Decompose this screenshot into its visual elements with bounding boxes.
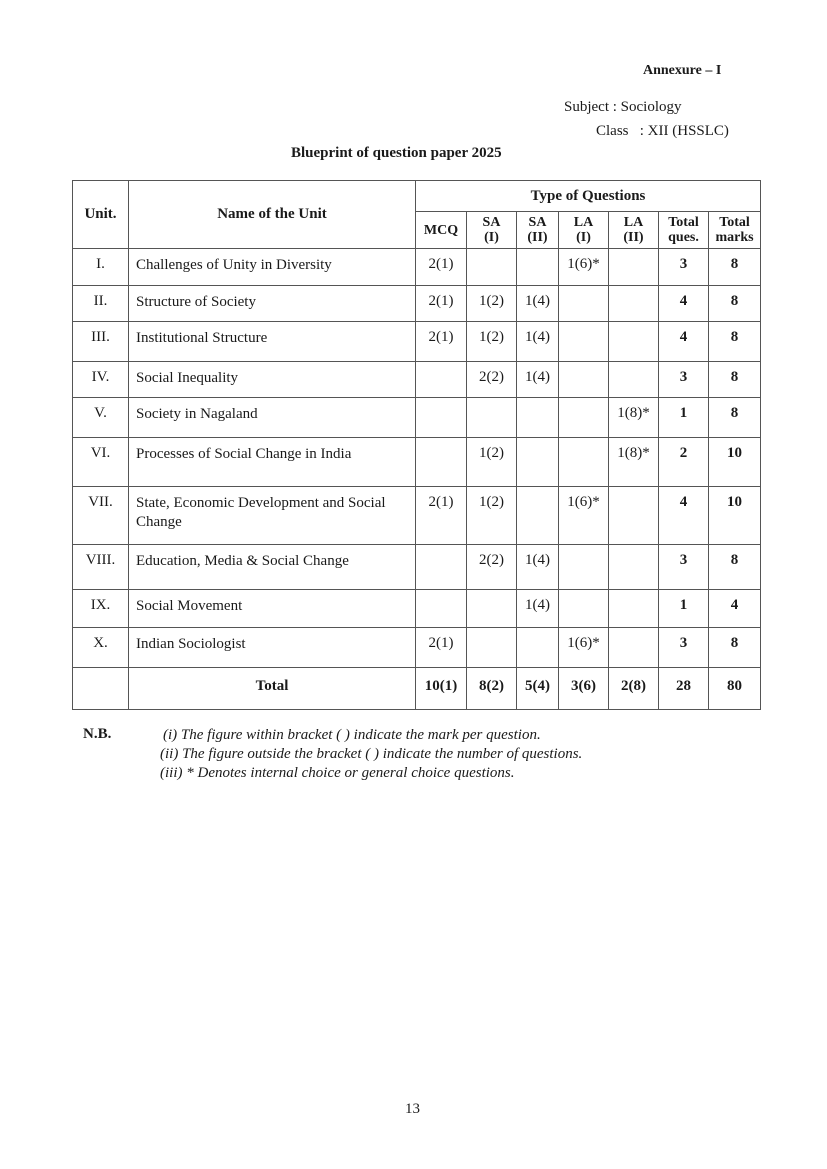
total-label-cell: Total	[129, 668, 416, 710]
subheader-line: SA	[482, 215, 501, 230]
value-cell	[609, 322, 659, 362]
subheader-cell	[467, 212, 517, 249]
value-cell: 2	[659, 438, 709, 487]
empty-cell	[73, 668, 129, 710]
value-cell: 1(2)	[467, 286, 517, 322]
nb-label: N.B.	[83, 726, 112, 742]
subject-label: Subject :	[564, 99, 617, 115]
unit-name-cell: Social Inequality	[129, 362, 416, 398]
value-cell	[559, 438, 609, 487]
unit-number-cell: X.	[73, 628, 129, 668]
value-cell	[559, 545, 609, 590]
unit-number-cell: III.	[73, 322, 129, 362]
value-cell	[517, 628, 559, 668]
value-cell: 1(2)	[467, 438, 517, 487]
class-line	[596, 123, 729, 140]
unit-number-cell: VII.	[73, 487, 129, 545]
value-cell	[559, 322, 609, 362]
subheader-line: LA	[573, 215, 594, 230]
subheader-line: LA	[623, 215, 644, 230]
table-body	[73, 249, 761, 710]
value-cell: 10	[709, 438, 761, 487]
unit-name-cell: State, Economic Development and Social Change	[129, 487, 416, 545]
value-cell	[467, 590, 517, 628]
subheader-cell	[559, 212, 609, 249]
unit-name-cell: Structure of Society	[129, 286, 416, 322]
unit-number-cell: VIII.	[73, 545, 129, 590]
subheader-line: ques.	[668, 230, 699, 245]
total-value-cell: 28	[659, 668, 709, 710]
value-cell	[517, 249, 559, 286]
total-value-cell: 10(1)	[416, 668, 467, 710]
value-cell	[559, 398, 609, 438]
page-title: Blueprint of question paper 2025	[291, 145, 502, 161]
note-item: (iii) * Denotes internal choice or general choice questions.	[160, 765, 515, 781]
table-row	[73, 487, 761, 545]
header-unit-name: Name of the Unit	[129, 181, 416, 249]
table-row	[73, 545, 761, 590]
value-cell: 4	[709, 590, 761, 628]
total-value-cell: 8(2)	[467, 668, 517, 710]
value-cell	[467, 398, 517, 438]
subheader-line: marks	[715, 230, 754, 245]
blueprint-table	[72, 180, 761, 710]
total-value-cell: 5(4)	[517, 668, 559, 710]
value-cell: 2(2)	[467, 362, 517, 398]
value-cell: 1(4)	[517, 545, 559, 590]
value-cell: 8	[709, 362, 761, 398]
value-cell	[517, 487, 559, 545]
subheader-cell	[517, 212, 559, 249]
value-cell: 10	[709, 487, 761, 545]
value-cell	[609, 249, 659, 286]
value-cell: 1	[659, 590, 709, 628]
subheader-line: SA	[528, 215, 547, 230]
value-cell: 2(1)	[416, 249, 467, 286]
subheader-line: (II)	[623, 230, 644, 245]
subheader-cell	[709, 212, 761, 249]
value-cell	[609, 628, 659, 668]
value-cell	[609, 545, 659, 590]
value-cell	[517, 438, 559, 487]
subheader-cell	[609, 212, 659, 249]
total-value-cell: 3(6)	[559, 668, 609, 710]
value-cell: 2(1)	[416, 286, 467, 322]
value-cell: 1	[659, 398, 709, 438]
unit-name-cell: Society in Nagaland	[129, 398, 416, 438]
table-row	[73, 362, 761, 398]
value-cell: 2(2)	[467, 545, 517, 590]
value-cell	[559, 286, 609, 322]
subject-line	[564, 99, 682, 116]
value-cell: 1(8)*	[609, 398, 659, 438]
value-cell	[609, 286, 659, 322]
table-row	[73, 249, 761, 286]
value-cell: 4	[659, 487, 709, 545]
value-cell: 1(8)*	[609, 438, 659, 487]
value-cell: 1(4)	[517, 286, 559, 322]
value-cell	[467, 249, 517, 286]
value-cell	[559, 362, 609, 398]
unit-name-cell: Institutional Structure	[129, 322, 416, 362]
unit-number-cell: IV.	[73, 362, 129, 398]
class-value: : XII (HSSLC)	[639, 123, 729, 139]
subheader-line: (II)	[527, 230, 548, 245]
class-label: Class	[596, 123, 629, 139]
value-cell	[517, 398, 559, 438]
unit-number-cell: VI.	[73, 438, 129, 487]
value-cell	[609, 487, 659, 545]
subheader-line: (I)	[576, 230, 591, 245]
note-item: (i) The figure within bracket ( ) indicate the mark per question.	[163, 727, 541, 743]
table-row	[73, 590, 761, 628]
value-cell: 8	[709, 628, 761, 668]
value-cell	[559, 590, 609, 628]
value-cell	[416, 398, 467, 438]
value-cell: 2(1)	[416, 628, 467, 668]
value-cell: 8	[709, 398, 761, 438]
total-value-cell: 80	[709, 668, 761, 710]
total-value-cell: 2(8)	[609, 668, 659, 710]
note-item: (ii) The figure outside the bracket ( ) indicate the number of questions.	[160, 746, 583, 762]
value-cell	[609, 362, 659, 398]
value-cell: 8	[709, 286, 761, 322]
unit-name-cell: Indian Sociologist	[129, 628, 416, 668]
value-cell: 1(2)	[467, 487, 517, 545]
value-cell: 2(1)	[416, 322, 467, 362]
value-cell	[416, 438, 467, 487]
unit-name-cell: Challenges of Unity in Diversity	[129, 249, 416, 286]
unit-name-cell: Processes of Social Change in India	[129, 438, 416, 487]
value-cell: 1(4)	[517, 362, 559, 398]
value-cell: 3	[659, 545, 709, 590]
value-cell: 8	[709, 322, 761, 362]
value-cell: 8	[709, 545, 761, 590]
annexure-label: Annexure – I	[643, 63, 722, 78]
value-cell	[609, 590, 659, 628]
unit-number-cell: IX.	[73, 590, 129, 628]
table-row	[73, 628, 761, 668]
subheader-line: Total	[668, 215, 699, 230]
subheader-line: Total	[719, 215, 750, 230]
unit-number-cell: II.	[73, 286, 129, 322]
value-cell	[416, 590, 467, 628]
table-row	[73, 286, 761, 322]
table-row	[73, 398, 761, 438]
unit-number-cell: V.	[73, 398, 129, 438]
header-unit: Unit.	[73, 181, 129, 249]
unit-number-cell: I.	[73, 249, 129, 286]
value-cell: 1(2)	[467, 322, 517, 362]
subheader-line: MCQ	[423, 222, 459, 238]
value-cell: 3	[659, 249, 709, 286]
value-cell: 1(4)	[517, 322, 559, 362]
value-cell: 8	[709, 249, 761, 286]
value-cell	[467, 628, 517, 668]
table-row	[73, 438, 761, 487]
value-cell	[416, 545, 467, 590]
value-cell: 4	[659, 286, 709, 322]
value-cell: 1(6)*	[559, 628, 609, 668]
page-number: 13	[405, 1101, 420, 1117]
value-cell: 2(1)	[416, 487, 467, 545]
value-cell: 1(6)*	[559, 249, 609, 286]
value-cell	[416, 362, 467, 398]
unit-name-cell: Social Movement	[129, 590, 416, 628]
table-row	[73, 322, 761, 362]
total-row	[73, 668, 761, 710]
value-cell: 3	[659, 362, 709, 398]
value-cell: 1(4)	[517, 590, 559, 628]
value-cell: 4	[659, 322, 709, 362]
subheader-cell	[416, 212, 467, 249]
unit-name-cell: Education, Media & Social Change	[129, 545, 416, 590]
subject-value: Sociology	[620, 99, 682, 115]
subheader-cell	[659, 212, 709, 249]
subheader-line: (I)	[484, 230, 499, 245]
value-cell: 1(6)*	[559, 487, 609, 545]
header-question-types: Type of Questions	[416, 181, 761, 212]
value-cell: 3	[659, 628, 709, 668]
